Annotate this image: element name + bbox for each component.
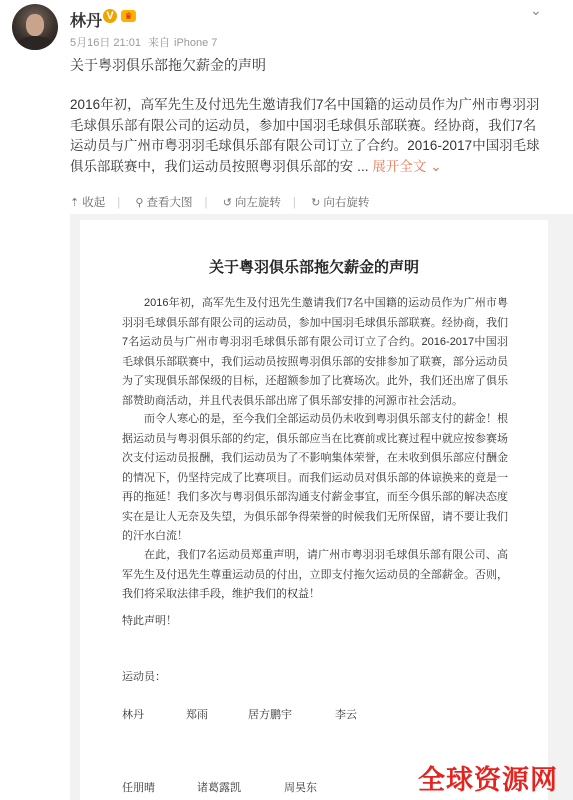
athlete-name: 居方鹏宇 <box>248 709 292 721</box>
image-toolbar <box>70 194 550 210</box>
view-large-image-button[interactable] <box>135 194 192 210</box>
athlete-name: 任朋晴 <box>122 782 155 794</box>
source-prefix: 来自 <box>148 37 170 49</box>
athlete-name: 郑雨 <box>186 709 208 721</box>
avatar-face <box>26 14 44 36</box>
vip-member-icon[interactable]: ♛ <box>121 10 136 22</box>
collapse-label: 收起 <box>82 197 106 209</box>
document-paragraph-2: 而令人寒心的是，至今我们全部运动员仍未收到粤羽俱乐部支付的薪金！根据运动员与粤羽俱乐部的约定，俱乐部应当在比赛前或比赛过程中就应按参赛场次支付运动员报酬，我们运动员为了不影响集体荣誉，在未收到俱乐部应付酬金的情况下，仍坚持完成了比赛项目。而我们运动员对俱乐部的体谅换来的竟是一再的拖延！我们多次与粤羽俱乐部沟通支付薪金事宜，而至今俱乐部的解决态度实在是让人无奈及失望，为俱乐部争得荣誉的时候我们无所保留，请不要让我们的汗水白流！ <box>122 413 508 542</box>
post-time[interactable]: 5月16日 21:01 <box>70 37 141 49</box>
rotate-right-icon: ↻ <box>311 196 321 209</box>
athlete-name: 林丹 <box>122 709 144 721</box>
chevron-down-icon[interactable]: ⌄ <box>530 2 542 18</box>
rotate-right-label: 向右旋转 <box>323 197 370 209</box>
athlete-name: 周昊东 <box>284 782 317 794</box>
post-title: 关于粤羽俱乐部拖欠薪金的声明 <box>70 57 266 73</box>
athlete-name: 李云 <box>335 709 357 721</box>
divider: | <box>204 196 208 209</box>
view-large-label: 查看大图 <box>146 197 193 209</box>
avatar[interactable] <box>12 4 58 50</box>
document-title: 关于粤羽俱乐部拖欠薪金的声明 <box>208 259 419 276</box>
rotate-right-button[interactable] <box>311 194 369 210</box>
magnifier-icon: ⚲ <box>135 196 144 209</box>
post-body-text: 2016年初，高军先生及付迅先生邀请我们7名中国籍的运动员作为广州市粤羽羽毛球俱乐部有限公司的运动员，参加中国羽毛球俱乐部联赛。经协商，我们7名运动员与广州市粤羽羽毛球俱乐部有限公司订立了合约。2016-2017中国羽毛球俱乐部联赛中，我们运动员按照粤羽俱乐部的安 ... <box>70 97 540 174</box>
post-body <box>70 95 540 177</box>
rotate-left-label: 向左旋转 <box>234 197 281 209</box>
athlete-name: 诸葛露凯 <box>197 782 241 794</box>
collapse-button[interactable] <box>70 194 105 210</box>
expand-label[interactable]: 展开全文 <box>372 158 427 174</box>
rotate-left-button[interactable] <box>223 194 281 210</box>
rotate-left-icon: ↺ <box>222 196 232 209</box>
document-paragraph-3: 在此，我们7名运动员郑重声明，请广州市粤羽羽毛球俱乐部有限公司、高军先生及付迅先生尊重运动员的付出，立即支付拖欠运动员的全部薪金。否则，我们将采取法律手段，维护我们的权益！ <box>122 549 508 600</box>
avatar-shoulders <box>16 36 54 50</box>
source-device: iPhone 7 <box>174 37 218 49</box>
expand-full-text-link[interactable] <box>372 159 441 174</box>
divider: | <box>117 196 121 209</box>
collapse-icon: ⇡ <box>70 196 80 209</box>
watermark: 全球资源网 <box>418 765 558 796</box>
athletes-label: 运动员： <box>122 671 166 683</box>
statement-image[interactable] <box>80 220 548 800</box>
post-meta <box>70 34 221 50</box>
document-closing: 特此声明！ <box>122 615 177 627</box>
chevron-down-icon: ⌄ <box>430 158 442 174</box>
author-name[interactable]: 林丹 <box>70 13 103 30</box>
divider: | <box>292 196 296 209</box>
verified-icon: V <box>103 9 117 23</box>
document-paragraph-1: 2016年初，高军先生及付迅先生邀请我们7名中国籍的运动员作为广州市粤羽羽毛球俱乐部有限公司的运动员，参加中国羽毛球俱乐部联赛。经协商，我们7名运动员与广州市粤羽羽毛球俱乐部有限公司订立了合约。2016-2017中国羽毛球俱乐部联赛中，我们运动员按照粤羽俱乐部的安排参加了联赛，部分运动员为了实现俱乐部保级的目标，还超额参加了比赛场次。此外，我们还出席了俱乐部赞助商活动，并且代表俱乐部出席了俱乐部安排的河源市社会活动。 <box>122 297 508 407</box>
